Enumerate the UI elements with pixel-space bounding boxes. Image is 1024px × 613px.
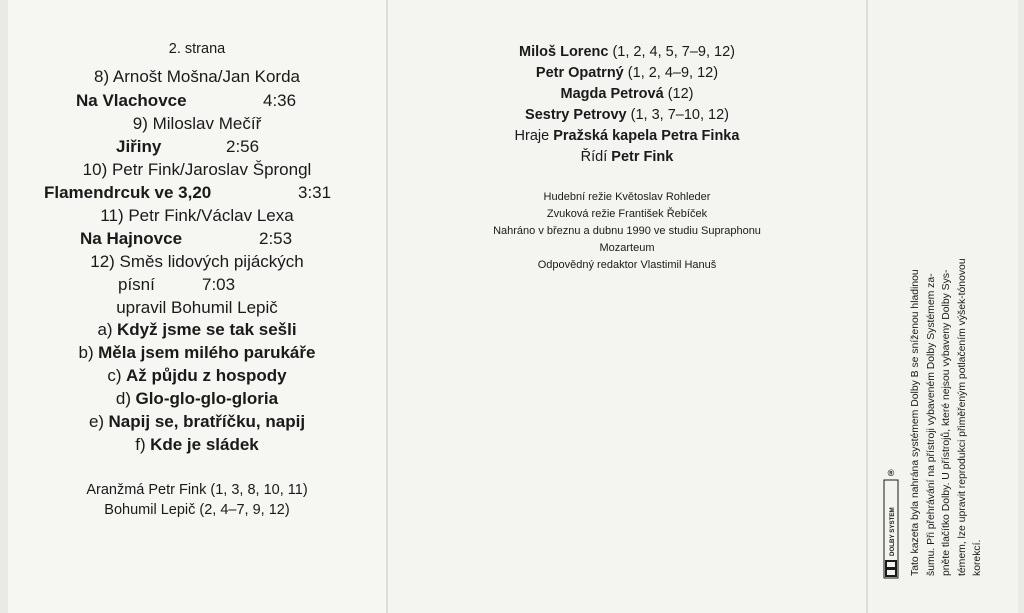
singer-tracks: (1, 2, 4, 5, 7–9, 12) bbox=[612, 44, 735, 60]
singer-1 bbox=[388, 44, 866, 60]
medley-song: Napij se, bratříčku, napij bbox=[108, 412, 306, 431]
side-label: 2. strana bbox=[168, 41, 226, 57]
arrangement-line-2: Bohumil Lepič (2, 4–7, 9, 12) bbox=[104, 502, 290, 518]
track-8-authors: 8) Arnošt Mošna/Jan Korda bbox=[93, 67, 300, 86]
track-8-time: 4:36 bbox=[263, 91, 297, 110]
medley-letter: d) bbox=[115, 389, 132, 408]
conductor-name: Petr Fink bbox=[611, 149, 674, 165]
medley-song: Měla jsem milého parukáře bbox=[98, 343, 316, 362]
medley-item-d bbox=[8, 389, 386, 409]
medley-item-e bbox=[8, 412, 386, 432]
medley-song: Když jsme se tak sešli bbox=[117, 320, 297, 339]
track-9-title: Jiřiny bbox=[116, 137, 162, 156]
track-9-time: 2:56 bbox=[226, 137, 260, 156]
track-12-time: 7:03 bbox=[202, 275, 236, 294]
note-line: šumu. Při přehrávání na přístroji vybaveném Dolby Systémem za- bbox=[925, 273, 937, 576]
medley-letter: e) bbox=[88, 412, 105, 431]
note-line: témem, lze upravit reprodukci přiměřeným potlačením výšek-tónovou bbox=[956, 258, 968, 576]
note-line: Tato kazeta byla nahrána systémem Dolby B se sníženou hladinou bbox=[910, 269, 921, 576]
track-12-authors: 12) Směs lidových pijáckých bbox=[90, 252, 304, 271]
singer-name: Petr Opatrný bbox=[535, 65, 624, 81]
medley-letter: a) bbox=[97, 320, 113, 339]
credit-line: Nahráno v březnu a dubnu 1990 ve studiu Supraphonu bbox=[493, 225, 761, 237]
credit-line: Odpovědný redaktor Vlastimil Hanuš bbox=[537, 259, 717, 271]
medley-song: Až půjdu z hospody bbox=[126, 366, 287, 385]
singer-tracks: (1, 3, 7–10, 12) bbox=[630, 107, 729, 123]
conductor-prefix: Řídí bbox=[580, 149, 608, 165]
track-9-authors: 9) Miloslav Mečíř bbox=[132, 114, 262, 133]
credit-line: Hudební režie Květoslav Rohleder bbox=[543, 191, 711, 203]
singer-name: Magda Petrová bbox=[560, 86, 664, 102]
singer-4 bbox=[388, 107, 866, 123]
medley-song: Kde je sládek bbox=[150, 435, 259, 454]
band-name: Pražská kapela Petra Finka bbox=[553, 128, 740, 144]
track-10-authors: 10) Petr Fink/Jaroslav Šprongl bbox=[82, 160, 312, 179]
medley-item-a bbox=[8, 320, 386, 340]
track-10-title: Flamendrcuk ve 3,20 bbox=[44, 183, 212, 202]
band-prefix: Hraje bbox=[514, 128, 550, 144]
dolby-note bbox=[908, 236, 983, 576]
track-11-authors: 11) Petr Fink/Václav Lexa bbox=[100, 206, 294, 225]
medley-letter: f) bbox=[135, 435, 146, 454]
singer-3 bbox=[388, 86, 866, 102]
credit-line: Mozarteum bbox=[599, 242, 655, 254]
registered-mark: ® bbox=[887, 468, 895, 478]
left-panel bbox=[8, 0, 386, 613]
dolby-logo-icon bbox=[882, 468, 900, 582]
middle-panel bbox=[388, 0, 866, 613]
dolby-logo bbox=[882, 468, 900, 582]
note-line: korekcí. bbox=[972, 539, 983, 576]
track-12-title-cont: písní bbox=[118, 275, 155, 294]
medley-letter: b) bbox=[78, 343, 94, 362]
medley-item-c bbox=[8, 366, 386, 386]
singer-name: Sestry Petrovy bbox=[525, 107, 627, 123]
credit-line: Zvuková režie František Řebíček bbox=[546, 208, 708, 220]
track-12-arranger: upravil Bohumil Lepič bbox=[116, 298, 278, 317]
medley-item-b bbox=[8, 343, 386, 363]
band-line bbox=[388, 128, 866, 144]
track-8-title: Na Vlachovce bbox=[76, 91, 187, 110]
track-11-time: 2:53 bbox=[259, 229, 293, 248]
medley-letter: c) bbox=[107, 366, 122, 385]
medley-song: Glo-glo-glo-gloria bbox=[135, 389, 279, 408]
note-line: pněte tlačítko Dolby. U přístrojů, které nejsou vybaveny Dolby Sys- bbox=[941, 269, 952, 576]
singer-name: Miloš Lorenc bbox=[519, 44, 609, 60]
track-11-title: Na Hajnovce bbox=[80, 229, 183, 248]
singer-tracks: (1, 2, 4–9, 12) bbox=[627, 65, 719, 81]
singer-tracks: (12) bbox=[667, 86, 694, 102]
conductor-line bbox=[388, 149, 866, 165]
arrangement-line-1: Aranžmá Petr Fink (1, 3, 8, 10, 11) bbox=[86, 482, 308, 498]
track-10-time: 3:31 bbox=[298, 183, 332, 202]
singer-2 bbox=[388, 65, 866, 81]
medley-item-f bbox=[8, 435, 386, 455]
dolby-label: DOLBY SYSTEM bbox=[889, 507, 896, 556]
